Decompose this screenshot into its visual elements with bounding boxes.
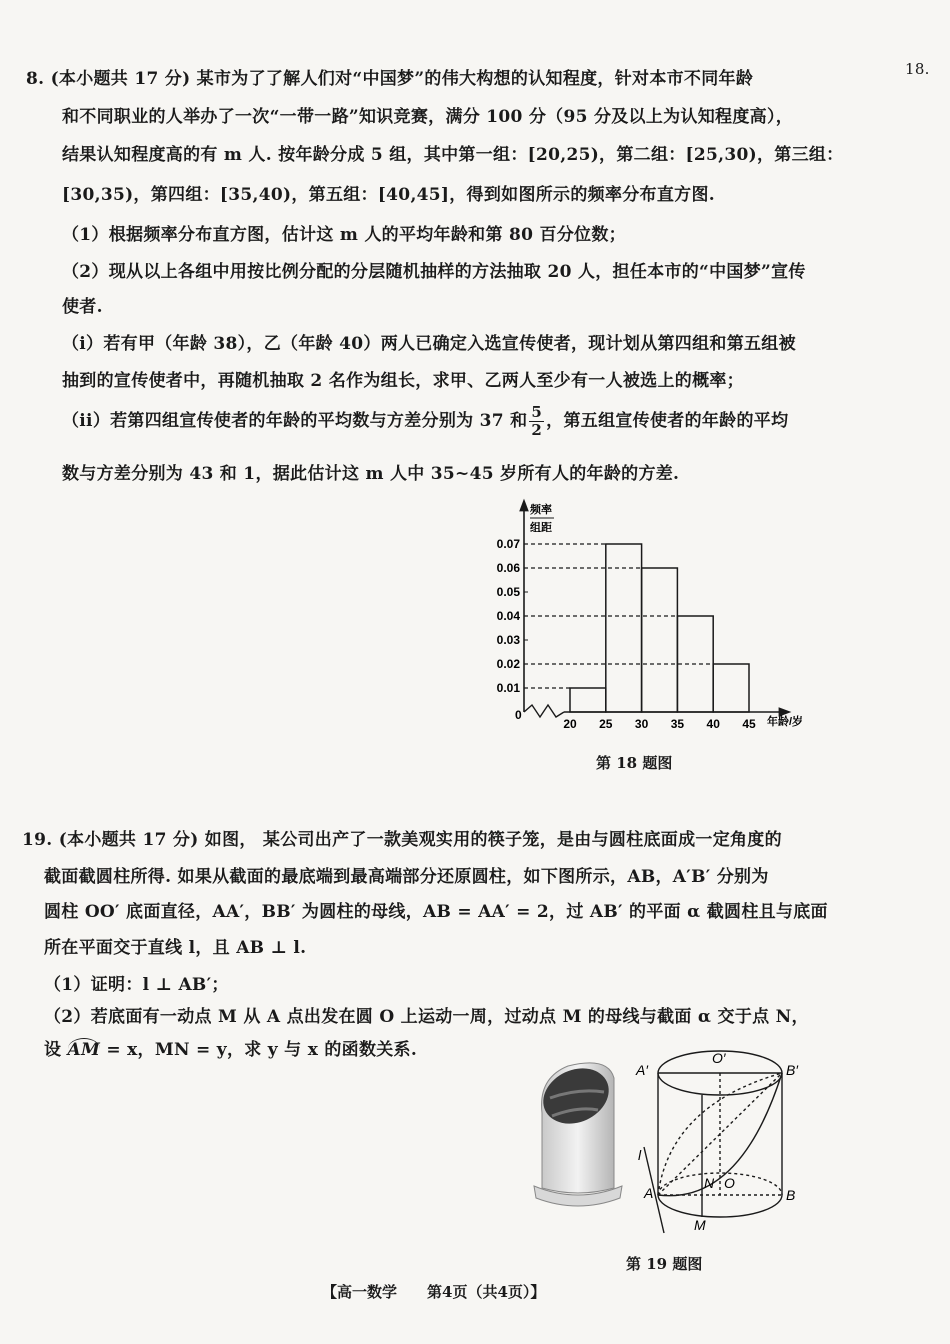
label-b-prime: B′ bbox=[786, 1062, 798, 1078]
y-label-bottom: 组距 bbox=[530, 522, 552, 534]
axis-break-icon bbox=[524, 705, 564, 717]
q18-line: 8. (本小题共 17 分) 某市为了了解人们对“中国梦”的伟大构想的认知程度，针对本市不同年龄 bbox=[26, 69, 754, 89]
q18-text: （ii）若第四组宣传使者的年龄的平均数与方差分别为 37 和 bbox=[62, 411, 528, 431]
histogram-bar bbox=[642, 568, 678, 712]
q18-line: [30,35)，第四组：[35,40)，第五组：[40,45]，得到如图所示的频率分布直方图. bbox=[62, 185, 715, 205]
x-tick-label: 35 bbox=[670, 717, 685, 731]
x-axis-label: 年龄/岁 bbox=[767, 716, 804, 728]
q19-text: = x，MN = y，求 y 与 x 的函数关系. bbox=[100, 1040, 418, 1060]
y-tick-label: 0.03 bbox=[496, 633, 520, 647]
label-n: N bbox=[704, 1175, 715, 1191]
histogram-bar bbox=[606, 544, 642, 712]
y-tick-label: 0.04 bbox=[496, 609, 520, 623]
histogram-bar bbox=[570, 688, 606, 712]
origin-label: 0 bbox=[515, 708, 522, 722]
q19-line: 19. (本小题共 17 分) 如图， 某公司出产了一款美观实用的筷子笼，是由与圆柱底面成一定角度的 bbox=[22, 830, 782, 850]
x-tick-label: 25 bbox=[599, 717, 613, 731]
label-o: O bbox=[724, 1175, 735, 1191]
label-o-prime: O′ bbox=[712, 1050, 726, 1066]
q18-part-2ii bbox=[62, 404, 788, 439]
q18-line: 抽到的宣传使者中，再随机抽取 2 名作为组长，求甲、乙两人至少有一人被选上的概率； bbox=[62, 371, 744, 391]
y-tick-label: 0.01 bbox=[496, 681, 520, 695]
label-l: l bbox=[638, 1147, 642, 1163]
q19-text: 设 bbox=[44, 1040, 68, 1060]
margin-number: 18. bbox=[905, 60, 930, 78]
q18-line: 数与方差分别为 43 和 1，据此估计这 m 人中 35~45 岁所有人的年龄的方差. bbox=[62, 464, 680, 484]
y-tick-label: 0.06 bbox=[496, 561, 520, 575]
x-tick-label: 20 bbox=[563, 717, 577, 731]
fraction-denominator: 2 bbox=[531, 421, 543, 439]
fraction-numerator: 5 bbox=[531, 403, 543, 421]
frequency-histogram bbox=[480, 495, 820, 775]
q19-line: 截面截圆柱所得. 如果从截面的最底端到最高端部分还原圆柱，如下图所示，AB，A′B′ 分别为 bbox=[44, 867, 769, 887]
q18-part-2: （2）现从以上各组中用按比例分配的分层随机抽样的方法抽取 20 人，担任本市的“中国梦”宣传 bbox=[62, 262, 806, 282]
figure-19-caption: 第 19 题图 bbox=[626, 1255, 703, 1273]
x-tick-label: 45 bbox=[742, 717, 756, 731]
histogram-bar bbox=[713, 664, 749, 712]
label-m: M bbox=[694, 1217, 706, 1233]
figure-18-caption: 第 18 题图 bbox=[596, 754, 673, 772]
q18-line: 和不同职业的人举办了一次“一带一路”知识竞赛，满分 100 分（95 分及以上为认知程度高）， bbox=[62, 107, 794, 127]
arc-am: AM bbox=[67, 1040, 101, 1060]
q18-line: 结果认知程度高的有 m 人. 按年龄分成 5 组，其中第一组：[20,25)，第二组：[25,30)，第三组： bbox=[62, 145, 844, 165]
cylinder-diagram bbox=[630, 1045, 830, 1245]
q19-line: 圆柱 OO′ 底面直径，AA′，BB′ 为圆柱的母线，AB = AA′ = 2，过 AB′ 的平面 α 截圆柱且与底面 bbox=[44, 902, 828, 922]
y-tick-label: 0.02 bbox=[496, 657, 520, 671]
chopstick-holder-photo bbox=[528, 1058, 628, 1208]
fraction bbox=[529, 404, 544, 439]
y-label-top: 频率 bbox=[530, 504, 552, 516]
q18-text: ，第五组宣传使者的年龄的平均 bbox=[546, 411, 789, 431]
q19-part-2: （2）若底面有一动点 M 从 A 点出发在圆 O 上运动一周，过动点 M 的母线与截面 α 交于点 N， bbox=[44, 1007, 809, 1027]
q18-line: 使者. bbox=[62, 297, 103, 317]
q19-line bbox=[44, 1035, 417, 1060]
q18-part-1: （1）根据频率分布直方图，估计这 m 人的平均年龄和第 80 百分位数； bbox=[62, 225, 626, 245]
q19-line: 所在平面交于直线 l，且 AB ⊥ l. bbox=[44, 938, 307, 958]
y-tick-label: 0.07 bbox=[496, 537, 520, 551]
x-tick-label: 30 bbox=[634, 717, 649, 731]
q19-part-1: （1）证明：l ⊥ AB′； bbox=[44, 975, 229, 995]
label-a: A bbox=[644, 1185, 654, 1201]
label-a-prime: A′ bbox=[636, 1062, 648, 1078]
y-tick-label: 0.05 bbox=[496, 585, 520, 599]
page-footer: 【高一数学 第4页（共4页）】 bbox=[322, 1283, 546, 1301]
x-tick-label: 40 bbox=[706, 717, 720, 731]
label-b: B bbox=[786, 1187, 796, 1203]
q18-part-2i: （i）若有甲（年龄 38），乙（年龄 40）两人已确定入选宣传使者，现计划从第四组和第五组被 bbox=[62, 334, 796, 354]
